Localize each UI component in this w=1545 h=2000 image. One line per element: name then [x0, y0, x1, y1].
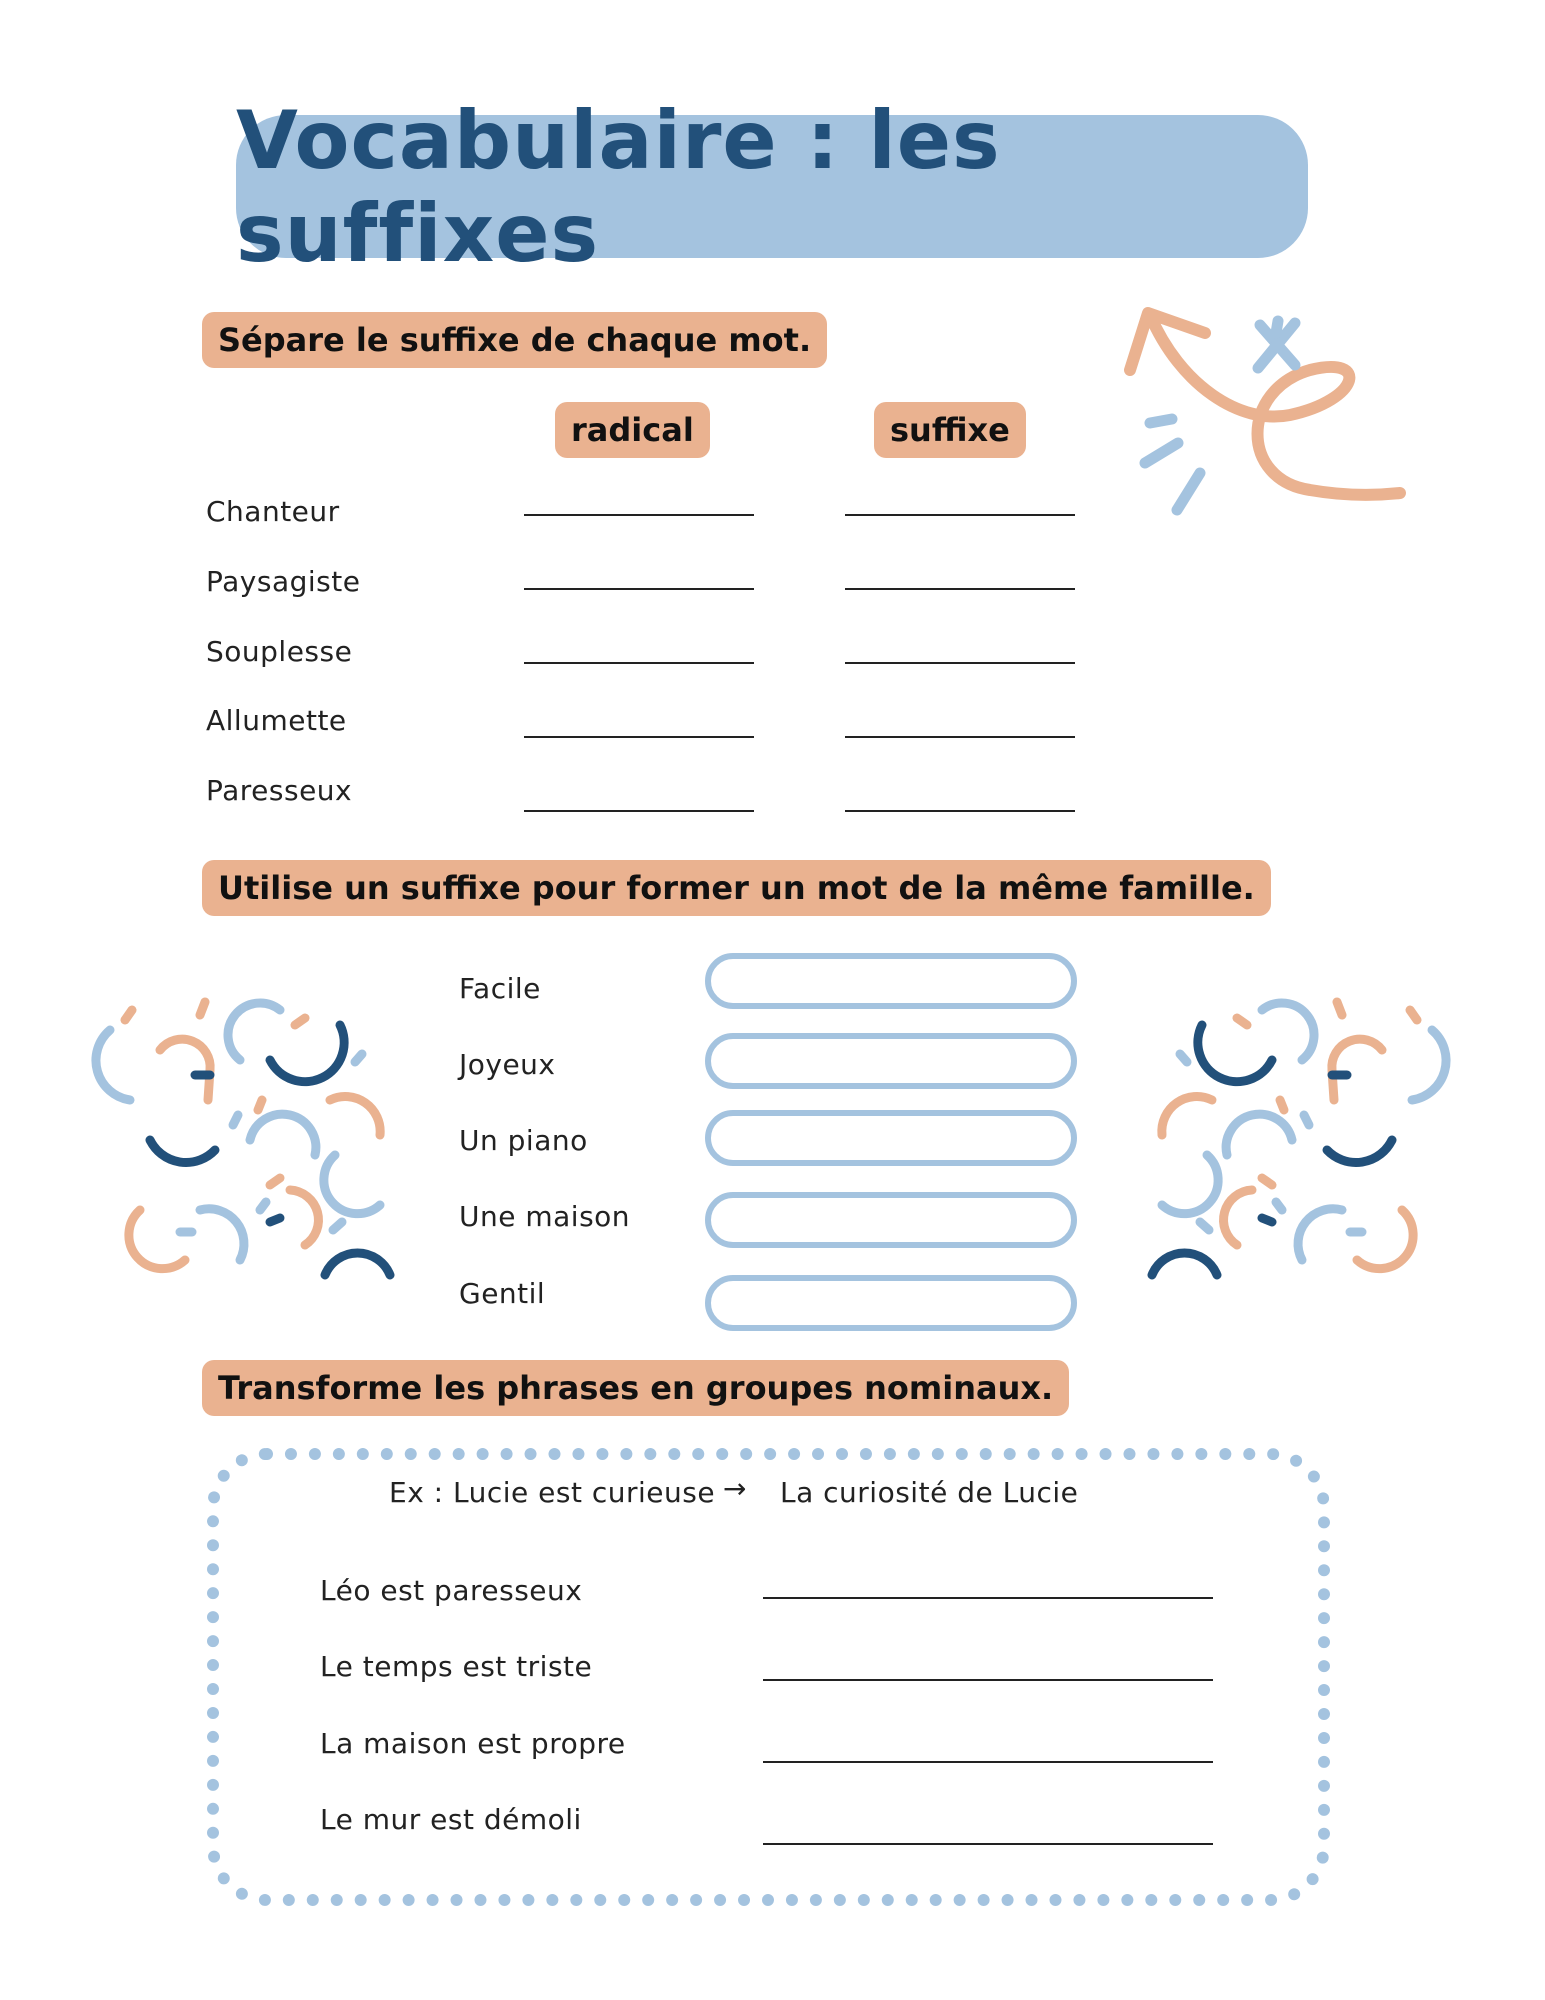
example-arrow-icon: →: [723, 1472, 747, 1505]
word-label: Gentil: [459, 1277, 546, 1310]
radical-answer-line[interactable]: [524, 810, 754, 812]
word-label: Souplesse: [206, 635, 353, 668]
answer-box[interactable]: [705, 953, 1077, 1009]
radical-answer-line[interactable]: [524, 588, 754, 590]
word-label: Chanteur: [206, 495, 340, 528]
answer-box[interactable]: [705, 1275, 1077, 1331]
answer-box[interactable]: [705, 1110, 1077, 1166]
suffixe-answer-line[interactable]: [845, 588, 1075, 590]
suffixe-column-header: suffixe: [874, 402, 1026, 458]
radical-answer-line[interactable]: [524, 662, 754, 664]
sentence-answer-line[interactable]: [763, 1843, 1213, 1845]
sentence-answer-line[interactable]: [763, 1597, 1213, 1599]
section2-heading: Utilise un suffixe pour former un mot de la même famille.: [202, 860, 1271, 916]
title-banner: [236, 93, 1308, 280]
radical-answer-line[interactable]: [524, 736, 754, 738]
confetti-icon: [1132, 990, 1452, 1290]
word-label: Allumette: [206, 704, 347, 737]
word-label: Paresseux: [206, 774, 353, 807]
sentence-label: La maison est propre: [320, 1727, 626, 1760]
sentence-answer-line[interactable]: [763, 1761, 1213, 1763]
word-label: Joyeux: [459, 1048, 556, 1081]
answer-box[interactable]: [705, 1192, 1077, 1248]
section3-heading: Transforme les phrases en groupes nominaux.: [202, 1360, 1069, 1416]
section1-heading: Sépare le suffixe de chaque mot.: [202, 312, 827, 368]
word-label: Paysagiste: [206, 565, 361, 598]
sentence-answer-line[interactable]: [763, 1679, 1213, 1681]
page-title: Vocabulaire : les suffixes: [236, 93, 1001, 280]
cross-icon: [1258, 321, 1295, 368]
word-label: Une maison: [459, 1200, 631, 1233]
suffixe-answer-line[interactable]: [845, 662, 1075, 664]
arrow-doodle-icon: [1120, 295, 1420, 535]
example-sentence: Ex : Lucie est curieuse: [389, 1476, 716, 1509]
word-label: Un piano: [459, 1124, 588, 1157]
word-label: Facile: [459, 972, 541, 1005]
sentence-label: Léo est paresseux: [320, 1574, 583, 1607]
answer-box[interactable]: [705, 1033, 1077, 1089]
radical-answer-line[interactable]: [524, 514, 754, 516]
example-answer: La curiosité de Lucie: [780, 1476, 1079, 1509]
suffixe-answer-line[interactable]: [845, 736, 1075, 738]
sentence-label: Le mur est démoli: [320, 1803, 582, 1836]
radical-column-header: radical: [555, 402, 710, 458]
suffixe-answer-line[interactable]: [845, 810, 1075, 812]
sentence-label: Le temps est triste: [320, 1650, 593, 1683]
suffixe-answer-line[interactable]: [845, 514, 1075, 516]
confetti-icon: [90, 990, 410, 1290]
